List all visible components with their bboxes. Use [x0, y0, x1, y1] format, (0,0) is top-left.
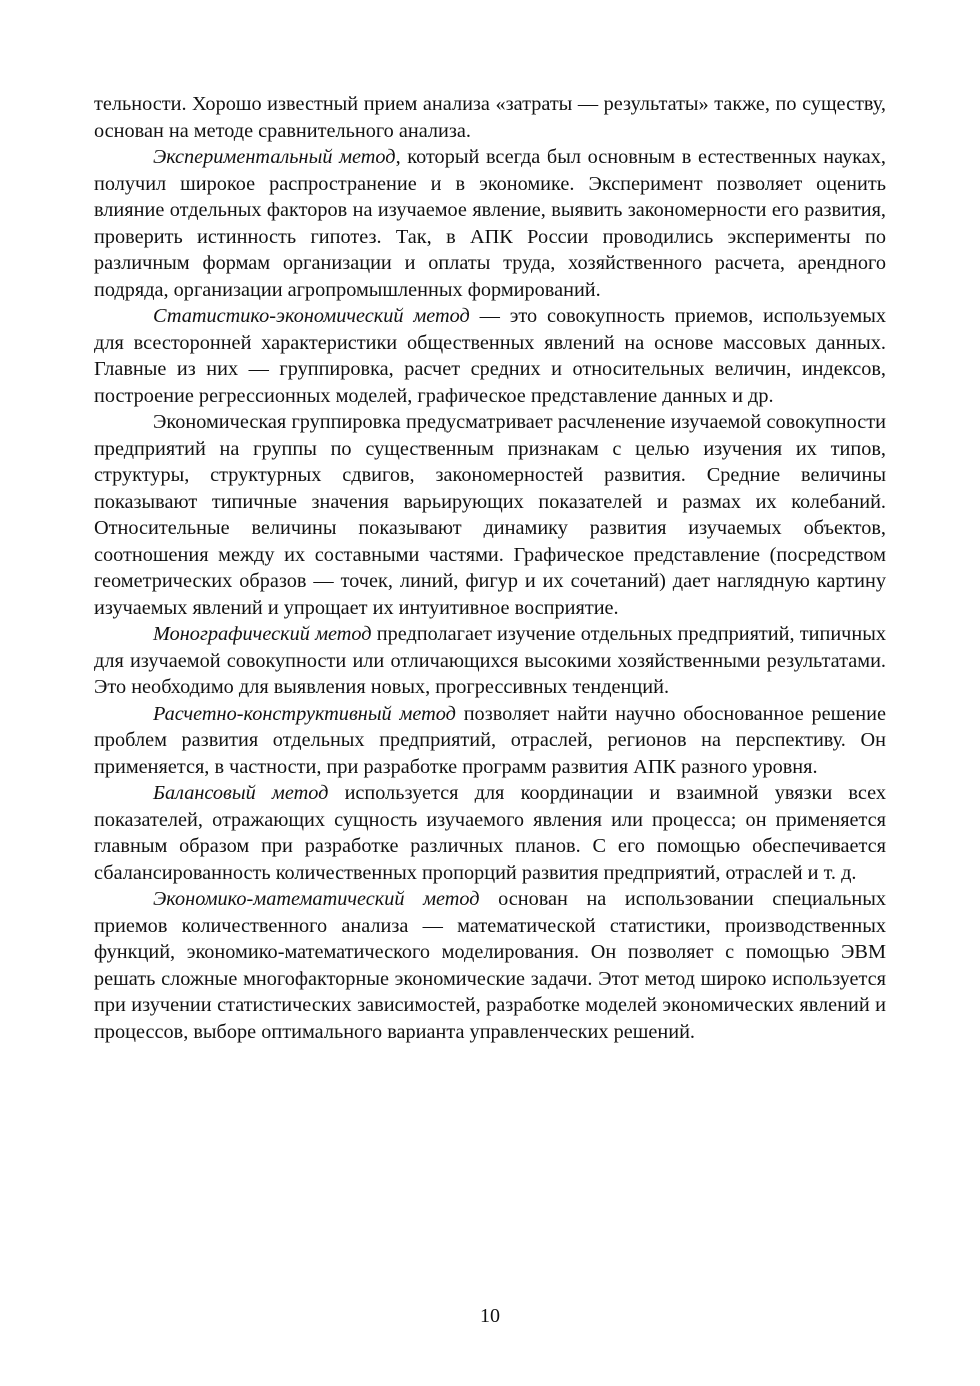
method-term: Монографический метод: [153, 623, 372, 645]
paragraph-economic-grouping: [94, 409, 886, 621]
paragraph-calculation-constructive-method: [94, 701, 886, 781]
page-number: 10: [480, 1305, 500, 1327]
paragraph-balance-method: [94, 780, 886, 886]
paragraph-experimental-method: [94, 144, 886, 303]
paragraph-text: основан на использовании специальных приемов количественного анализа — математической статистики, производственных функций, экономико-математического моделирования. Он позволяет с помощью ЭВМ решать сложные многофакторные экономические задачи. Этот метод широко используется при изучении статистических зависимостей, разработке моделей экономических явлений и процессов, выборе оптимального варианта управленческих решений.: [94, 888, 886, 1043]
paragraph-text: позволяет найти научно обоснованное решение проблем развития отдельных предприятий, отраслей, регионов на перспективу. Он применяется, в частности, при разработке программ развития АПК разного уровня.: [94, 702, 886, 778]
method-term: Расчетно-конструктивный метод: [153, 702, 456, 725]
paragraph-text: используется для координации и взаимной увязки всех показателей, отражающих сущность изучаемого явления или процесса; он применяется главным образом при разработке различных планов. С его помощью обеспечивается сбалансированность количественных пропорций развития предприятий, отраслей и т. д.: [94, 782, 886, 884]
method-term: Экономико-математический метод: [153, 888, 480, 910]
paragraph-text: , который всегда был основным в естественных науках, получил широкое распространение и в экономике. Эксперимент позволяет оценить влияние отдельных факторов на изучаемое явление, выявить закономерности его развития, проверить истинность гипотез. Так, в АПК России проводились эксперименты по различным формам организации и оплаты труда, хозяйственного расчета, арендного подряда, организации агропромышленных формирований.: [94, 146, 887, 301]
page-body: [94, 91, 886, 1045]
method-term: Балансовый метод: [153, 782, 329, 804]
paragraph-statistical-economic-method: [94, 303, 886, 409]
paragraph-text: тельности. Хорошо известный прием анализа «затраты — результаты» также, по существу, основан на методе сравнительного анализа.: [94, 93, 886, 142]
paragraph-text: предполагает изучение отдельных предприятий, типичных для изучаемой совокупности или отличающихся высокими хозяйственными результатами. Это необходимо для выявления новых, прогрессивных тенденций.: [94, 623, 886, 698]
paragraph-monographic-method: [94, 621, 886, 701]
paragraph-economic-mathematical-method: [94, 886, 886, 1045]
paragraph-text: — это совокупность приемов, используемых для всесторонней характеристики общественных явлений на основе массовых данных. Главные из них — группировка, расчет средних и относительных величин, индексов, построение регрессионных моделей, графическое представление данных и др.: [94, 305, 886, 407]
paragraph-text: Экономическая группировка предусматривает расчленение изучаемой совокупности предприятий на группы по существенным признакам с целью изучения их типов, структуры, структурных сдвигов, закономерностей развития. Средние величины показывают типичные значения варьирующих показателей и размах их колебаний. Относительные величины показывают динамику развития изучаемых объектов, соотношения между их составными частями. Графическое представление (посредством геометрических образов — точек, линий, фигур и их сочетаний) дает наглядную картину изучаемых явлений и упрощает их интуитивное восприятие.: [94, 411, 886, 619]
paragraph-continuation: [94, 91, 886, 144]
method-term: Экспериментальный метод: [153, 146, 396, 168]
method-term: Статистико-экономический метод: [153, 305, 470, 327]
